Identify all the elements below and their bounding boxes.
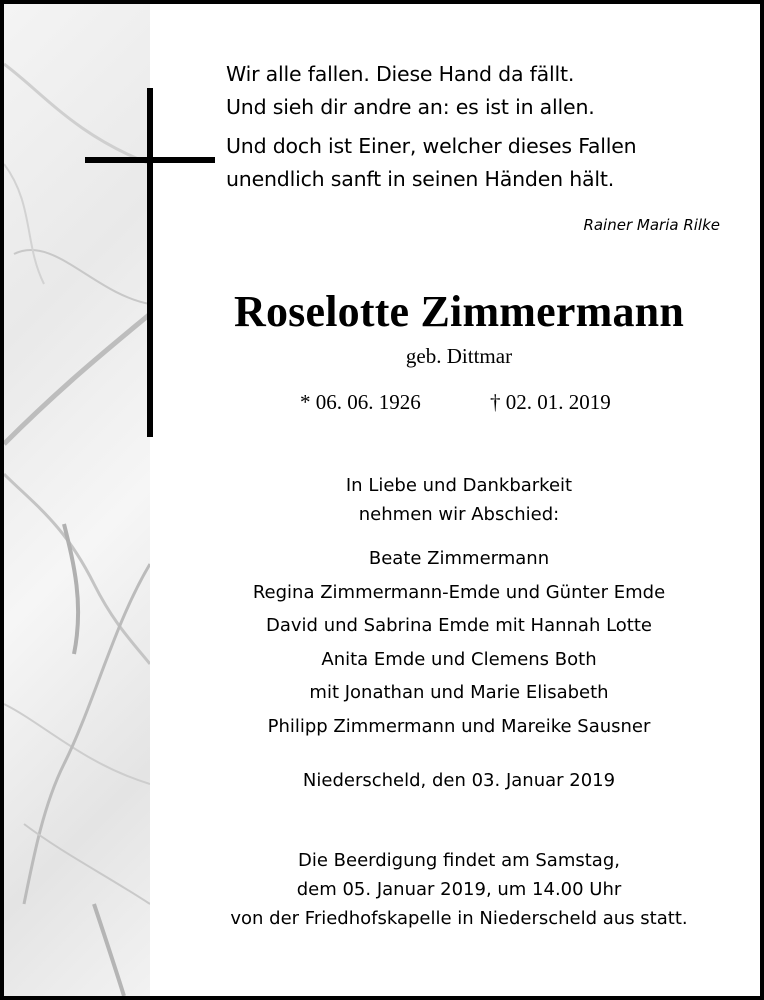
poem-line: Und sieh dir andre an: es ist in allen. <box>226 95 595 119</box>
poem-line: Wir alle fallen. Diese Hand da fällt. <box>226 62 575 86</box>
marble-background <box>4 4 150 996</box>
cross-icon-bar <box>85 157 215 163</box>
family-member: Philipp Zimmermann und Mareike Sausner <box>267 715 651 737</box>
family-member: Beate Zimmermann <box>368 548 550 569</box>
funeral-info <box>154 846 764 933</box>
place-date: Niederscheld, den 03. Januar 2019 <box>302 770 616 791</box>
family-member: mit Jonathan und Marie Elisabeth <box>309 682 609 703</box>
family-list <box>154 542 764 743</box>
family-member: David und Sabrina Emde mit Hannah Lotte <box>266 615 652 636</box>
farewell-text <box>154 471 764 529</box>
poem-stanza-2 <box>226 130 636 196</box>
poem-stanza-1 <box>226 58 636 124</box>
poem-author: Rainer Maria Rilke <box>583 216 720 234</box>
farewell-line: In Liebe und Dankbarkeit <box>345 475 573 496</box>
death-date: † 02. 01. 2019 <box>490 390 611 414</box>
cross-icon <box>147 88 153 437</box>
poem-line: unendlich sanft in seinen Händen hält. <box>226 167 615 191</box>
deceased-name: Roselotte Zimmermann <box>233 287 684 336</box>
poem <box>226 58 636 196</box>
family-member: Anita Emde und Clemens Both <box>321 648 597 670</box>
funeral-line: Die Beerdigung findet am Samstag, <box>298 850 620 871</box>
marble-veins <box>4 4 150 996</box>
maiden-name: geb. Dittmar <box>405 344 513 368</box>
funeral-line: dem 05. Januar 2019, um 14.00 Uhr <box>296 879 622 900</box>
farewell-line: nehmen wir Abschied: <box>358 504 560 525</box>
family-member: Regina Zimmermann-Emde und Günter Emde <box>252 581 666 603</box>
birth-date: * 06. 06. 1926 <box>300 390 421 414</box>
funeral-line: von der Friedhofskapelle in Niederscheld aus statt. <box>230 908 688 929</box>
poem-line: Und doch ist Einer, welcher dieses Fallen <box>226 134 637 158</box>
